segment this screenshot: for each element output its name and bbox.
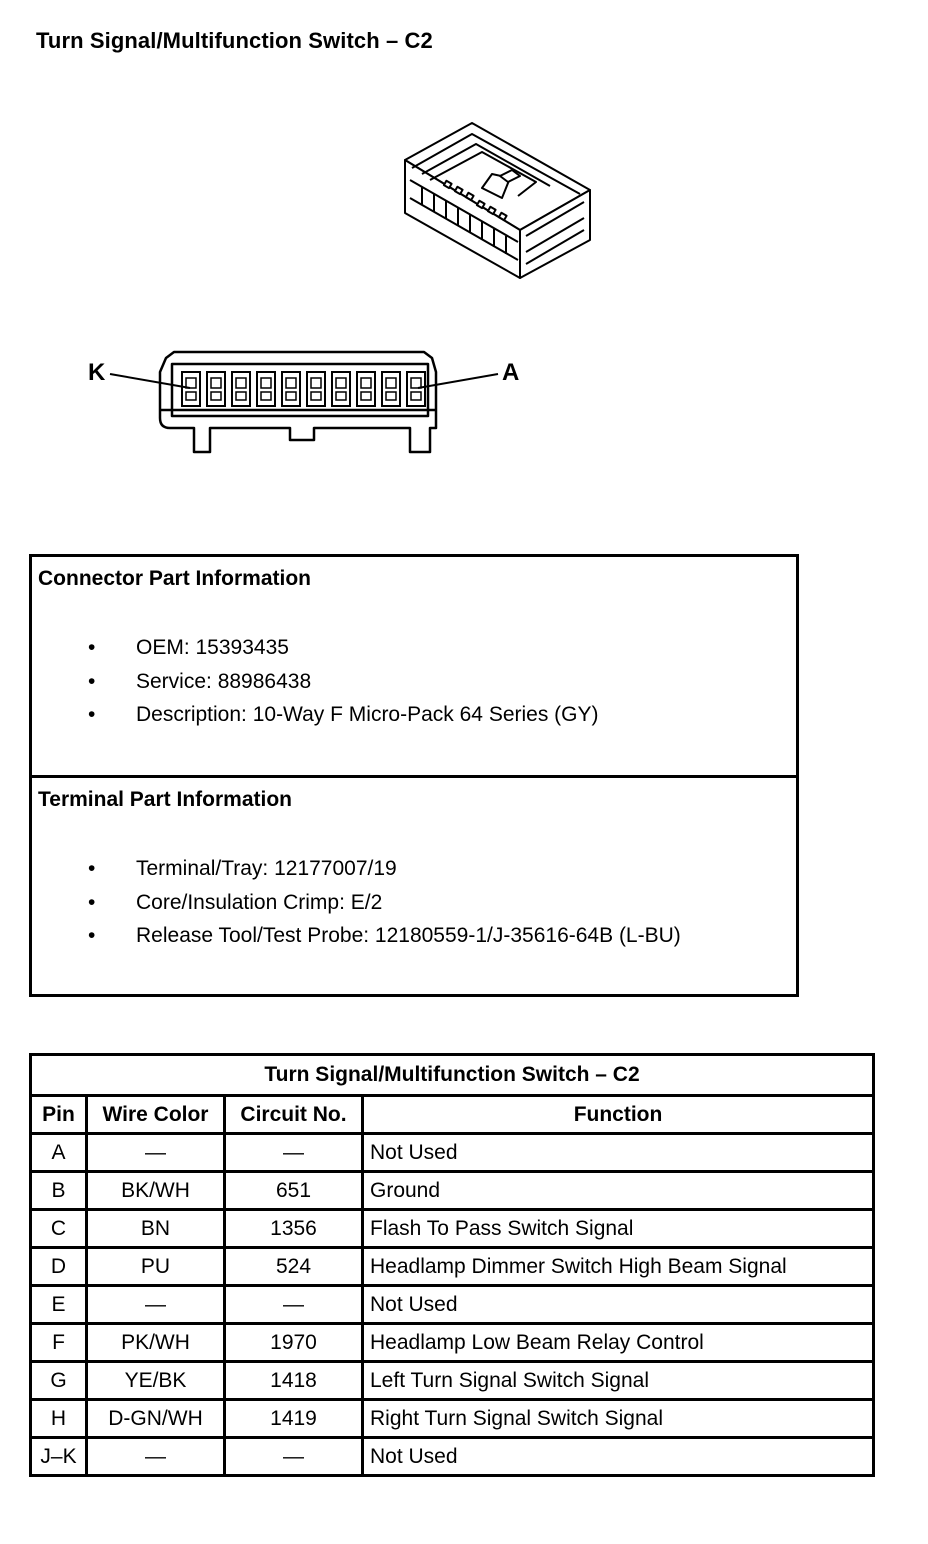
- table-row: [31, 1324, 874, 1362]
- connector-info-heading: Connector Part Information: [38, 567, 312, 590]
- pin-cell: F: [31, 1324, 87, 1362]
- connector-isometric-illustration: [400, 118, 600, 283]
- list-item: • Terminal/Tray: 12177007/19: [88, 857, 397, 880]
- bullet-icon: •: [88, 857, 96, 880]
- pin-cell: A: [31, 1134, 87, 1172]
- table-row: [31, 1362, 874, 1400]
- circuit-cell: 1970: [225, 1324, 363, 1362]
- function-cell: Flash To Pass Switch Signal: [363, 1210, 874, 1248]
- circuit-cell: —: [225, 1438, 363, 1476]
- table-row: [31, 1248, 874, 1286]
- bullet-icon: •: [88, 636, 96, 659]
- terminal-part-information: [32, 775, 796, 994]
- table-row: [31, 1172, 874, 1210]
- wire-color-cell: —: [87, 1134, 225, 1172]
- table-row: [31, 1286, 874, 1324]
- bullet-icon: •: [88, 703, 96, 726]
- wire-color-cell: D-GN/WH: [87, 1400, 225, 1438]
- function-cell: Right Turn Signal Switch Signal: [363, 1400, 874, 1438]
- circuit-cell: 1418: [225, 1362, 363, 1400]
- table-caption-row: [31, 1055, 874, 1096]
- function-cell: Headlamp Dimmer Switch High Beam Signal: [363, 1248, 874, 1286]
- function-cell: Left Turn Signal Switch Signal: [363, 1362, 874, 1400]
- pin-cell: G: [31, 1362, 87, 1400]
- pin-a-label: A: [502, 359, 520, 386]
- circuit-cell: 524: [225, 1248, 363, 1286]
- wire-color-cell: BK/WH: [87, 1172, 225, 1210]
- bullet-icon: •: [88, 669, 96, 693]
- pin-cell: E: [31, 1286, 87, 1324]
- connector-face-illustration: [86, 348, 546, 460]
- pin-cell: C: [31, 1210, 87, 1248]
- table-row: [31, 1400, 874, 1438]
- list-item: • Release Tool/Test Probe: 12180559-1/J-35616-64B (L-BU): [88, 924, 681, 947]
- column-header-circuit-no: Circuit No.: [225, 1096, 363, 1134]
- part-information-box: [29, 554, 799, 997]
- terminal-info-heading: Terminal Part Information: [38, 788, 292, 811]
- pinout-table: [29, 1053, 875, 1477]
- pin-k-label: K: [88, 359, 106, 386]
- table-row: [31, 1438, 874, 1476]
- circuit-cell: 651: [225, 1172, 363, 1210]
- circuit-cell: —: [225, 1286, 363, 1324]
- column-header-pin: Pin: [31, 1096, 87, 1134]
- pin-cell: J–K: [31, 1438, 87, 1476]
- function-cell: Ground: [363, 1172, 874, 1210]
- wire-color-cell: BN: [87, 1210, 225, 1248]
- table-row: [31, 1134, 874, 1172]
- function-cell: Not Used: [363, 1286, 874, 1324]
- pin-cell: D: [31, 1248, 87, 1286]
- circuit-cell: —: [225, 1134, 363, 1172]
- circuit-cell: 1356: [225, 1210, 363, 1248]
- list-item: • Core/Insulation Crimp: E/2: [88, 890, 383, 914]
- wire-color-cell: PU: [87, 1248, 225, 1286]
- column-header-wire-color: Wire Color: [87, 1096, 225, 1134]
- bullet-icon: •: [88, 924, 96, 947]
- page-title: Turn Signal/Multifunction Switch – C2: [36, 28, 433, 53]
- table-caption: Turn Signal/Multifunction Switch – C2: [31, 1055, 874, 1096]
- wire-color-cell: PK/WH: [87, 1324, 225, 1362]
- pin-cell: H: [31, 1400, 87, 1438]
- connector-info-list: [32, 636, 599, 737]
- wire-color-cell: YE/BK: [87, 1362, 225, 1400]
- list-item: • Description: 10-Way F Micro-Pack 64 Series (GY): [88, 703, 599, 726]
- table-header-row: [31, 1096, 874, 1134]
- table-row: [31, 1210, 874, 1248]
- connector-part-information: [32, 557, 796, 775]
- pin-cell: B: [31, 1172, 87, 1210]
- function-cell: Not Used: [363, 1438, 874, 1476]
- wire-color-cell: —: [87, 1438, 225, 1476]
- function-cell: Headlamp Low Beam Relay Control: [363, 1324, 874, 1362]
- column-header-function: Function: [363, 1096, 874, 1134]
- circuit-cell: 1419: [225, 1400, 363, 1438]
- function-cell: Not Used: [363, 1134, 874, 1172]
- wire-color-cell: —: [87, 1286, 225, 1324]
- bullet-icon: •: [88, 890, 96, 914]
- list-item: • Service: 88986438: [88, 669, 312, 693]
- terminal-info-list: [32, 857, 681, 958]
- list-item: • OEM: 15393435: [88, 636, 289, 659]
